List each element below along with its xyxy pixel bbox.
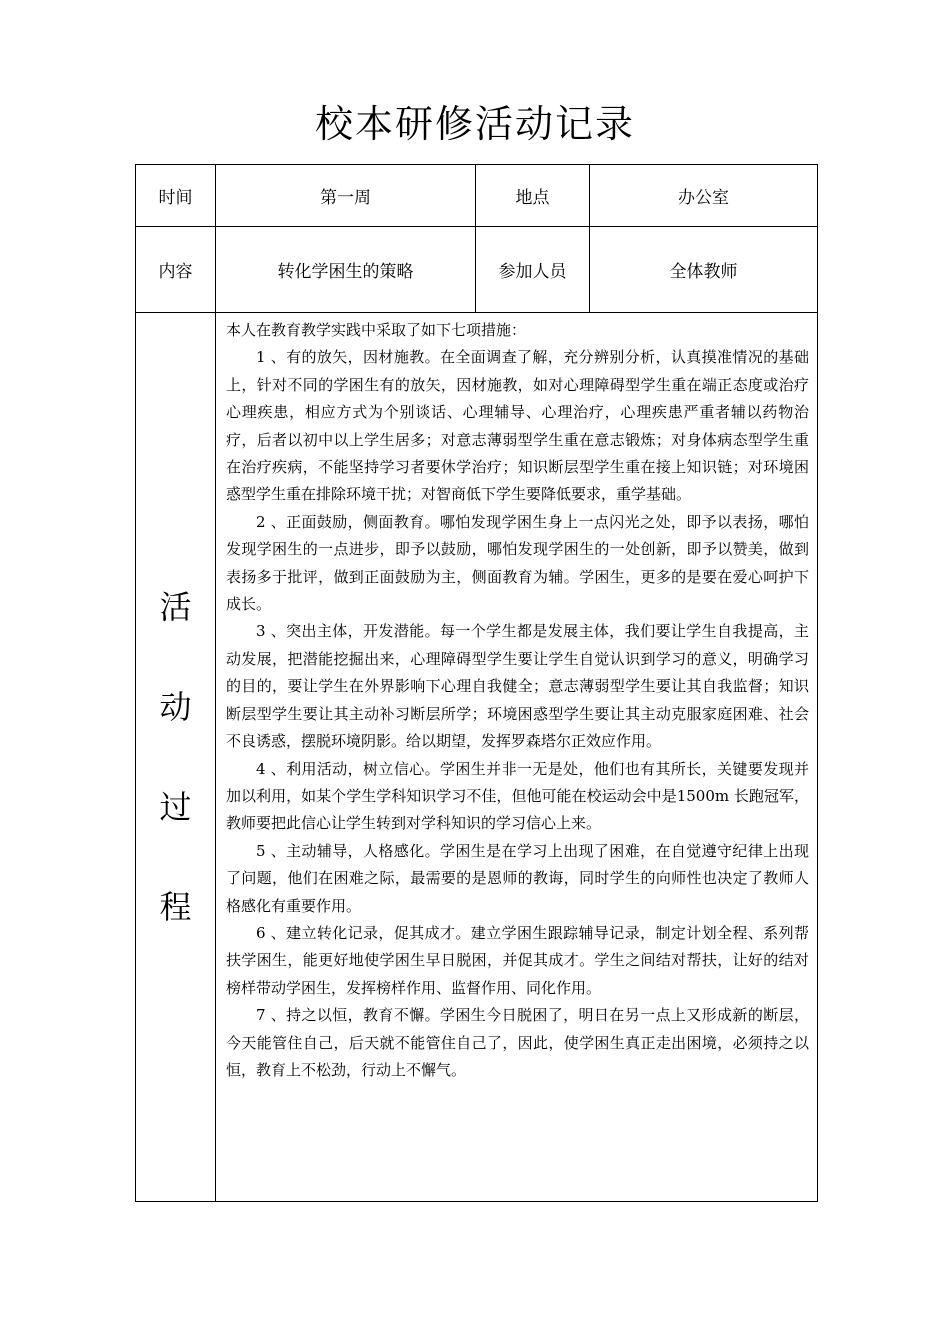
time-value: 第一周: [216, 165, 476, 227]
process-label-char: 程: [159, 888, 192, 926]
participants-value: 全体教师: [590, 227, 818, 313]
page-title: 校本研修活动记录: [314, 102, 635, 146]
time-place-row: [136, 165, 818, 227]
process-row: [136, 313, 818, 1202]
process-label: [136, 313, 216, 1202]
process-measure-6: 6 、建立转化记录，促其成才。建立学困生跟踪辅导记录，制定计划全程、系列帮扶学困生，能更好地使学困生早日脱困，并促其成才。学生之间结对帮扶，让好的结对榜样带动学困生，发挥榜样作用、监督作用、同化作用。: [226, 923, 809, 997]
place-value: 办公室: [590, 165, 818, 227]
content-participants-row: [136, 227, 818, 313]
time-label: 时间: [136, 165, 216, 227]
place-label: 地点: [476, 165, 590, 227]
process-label-char: 活: [159, 588, 192, 626]
process-measure-7: 7 、持之以恒，教育不懈。学困生今日脱困了，明日在另一点上又形成新的断层，今天能管住自己，后天就不能管住自己了，因此，使学困生真正走出困境，必须持之以恒，教育上不松劲，行动上不懈气。: [226, 1006, 809, 1079]
process-measure-5: 5 、主动辅导，人格感化。学困生是在学习上出现了困难，在自觉遵守纪律上出现了问题，他们在困难之际，最需要的是恩师的教诲，同时学生的向师性也决定了教师人格感化有重要作用。: [226, 841, 809, 915]
process-measure-3: 3 、突出主体，开发潜能。每一个学生都是发展主体，我们要让学生自我提高，主动发展，把潜能挖掘出来，心理障碍型学生要让学生自觉认识到学习的意义，明确学习的目的，要让学生在外界影响下心理自我健全；意志薄弱型学生要让其自我监督；知识断层型学生要让其主动补习断层所学；环境困惑型学生要让其主动克服家庭困难、社会不良诱惑，摆脱环境阴影。给以期望，发挥罗森塔尔正效应作用。: [226, 622, 809, 751]
process-label-char: 动: [159, 688, 192, 726]
process-measure-4: 4 、利用活动，树立信心。学困生并非一无是处，他们也有其所长，关键要发现并加以利用，如某个学生学科知识学习不佳，但他可能在校运动会中是1500m 长跑冠军，教师要把此信心让学生转到对学科知识的学习信心上来。: [226, 759, 809, 833]
process-intro: 本人在教育教学实践中采取了如下七项措施：: [226, 321, 527, 339]
process-measure-1: 1 、有的放矢，因材施教。在全面调查了解，充分辨别分析，认真摸准情况的基础上，针对不同的学困生有的放矢，因材施教，如对心理障碍型学生重在端正态度或治疗心理疾患，相应方式为个别谈话、心理辅导、心理治疗，心理疾患严重者辅以药物治疗，后者以初中以上学生居多；对意志薄弱型学生重在意志锻炼；对身体病态型学生重在治疗疾病，不能坚持学习者要休学治疗；知识断层型学生重在接上知识链；对环境困惑型学生重在排除环境干扰；对智商低下学生要降低要求，重学基础。: [226, 348, 809, 504]
process-measure-2: 2 、正面鼓励，侧面教育。哪怕发现学困生身上一点闪光之处，即予以表扬，哪怕发现学困生的一点进步，即予以鼓励，哪怕发现学困生的一处创新，即予以赞美，做到表扬多于批评，做到正面鼓励为主，侧面教育为辅。学困生，更多的是要在爱心呵护下成长。: [226, 512, 809, 614]
process-content: [216, 313, 818, 1202]
participants-label: 参加人员: [476, 227, 590, 313]
process-label-char: 过: [159, 788, 192, 826]
content-value: 转化学困生的策略: [216, 227, 476, 313]
content-label: 内容: [136, 227, 216, 313]
activity-record-table: [135, 164, 818, 1202]
